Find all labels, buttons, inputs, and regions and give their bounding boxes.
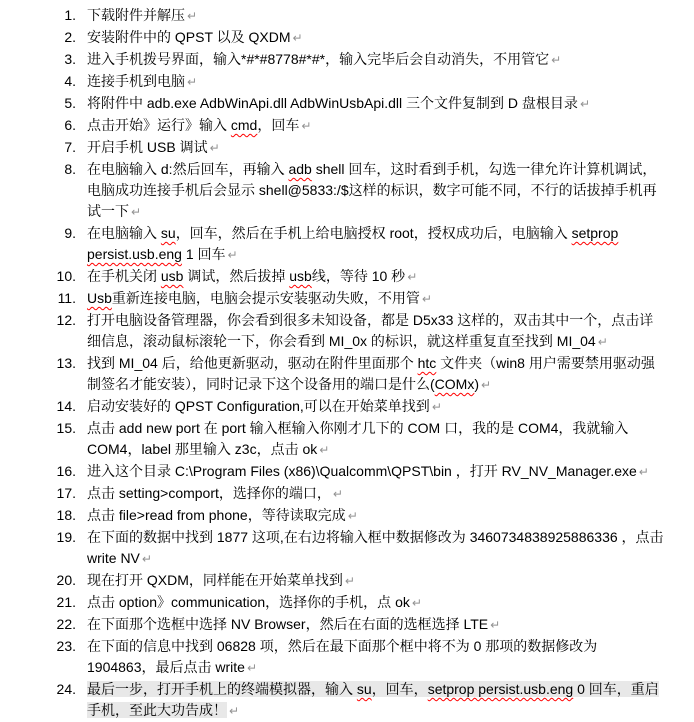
item-number: 23. [56,638,76,654]
item-number: 4. [64,73,76,89]
list-item[interactable] [46,159,668,223]
misspelled-text-run: setprop [571,225,619,241]
text-run: 连接手机到电脑 [87,73,185,89]
item-number: 17. [56,485,76,501]
list-item[interactable] [46,483,668,505]
paragraph-mark-icon: ↵ [411,596,422,610]
item-number: 24. [56,681,76,697]
text-run: 点击 file>read from phone，等待读取完成 [87,507,346,523]
item-number: 12. [56,312,76,328]
paragraph-mark-icon: ↵ [187,75,198,89]
item-number: 3. [64,51,76,67]
list-item[interactable] [46,27,668,49]
text-run: 进入手机拨号界面，输入*#*#8778#*#*，输入完毕后会自动消失，不用管它 [87,51,550,67]
text-run: ，回车， [371,681,428,697]
item-text [87,396,667,418]
list-item[interactable] [46,396,668,418]
list-item[interactable] [46,527,668,570]
numbered-list [46,5,668,722]
list-item[interactable] [46,71,668,93]
item-text [87,159,667,223]
list-item[interactable] [46,614,668,636]
misspelled-text-run: cmd [230,117,258,133]
item-text [87,93,667,115]
misspelled-text-run: htc [417,355,437,371]
misspelled-text-run: Usb [87,290,112,306]
text-run: 安装附件中的 QPST 以及 QXDM [87,29,291,45]
misspelled-text-run: adb [288,161,312,177]
item-text [87,310,667,353]
list-item[interactable] [46,93,668,115]
misspelled-text-run: su [356,681,372,697]
paragraph-mark-icon: ↵ [481,378,492,392]
misspelled-text-run: COMx [434,376,475,392]
list-item[interactable] [46,288,668,310]
item-number: 5. [64,95,76,111]
text-run: 在下面的信息中找到 06828 项，然后在最下面那个框中将不为 0 那项的数据修改为 1904863，最后点击 write [87,638,598,675]
paragraph-mark-icon: ↵ [597,335,608,349]
paragraph-mark-icon: ↵ [638,465,649,479]
item-number: 8. [64,161,76,177]
text-run: ) [474,376,480,392]
text-run: 在手机关闭 [87,268,161,284]
paragraph-mark-icon: ↵ [292,31,303,45]
paragraph-mark-icon: ↵ [332,487,343,501]
text-run: 在电脑输入 d:然后回车，再输入 [87,161,289,177]
item-number: 16. [56,463,76,479]
item-text [87,71,667,93]
list-item[interactable] [46,592,668,614]
item-text [87,570,667,592]
text-run: 打开电脑设备管理器，你会看到很多未知设备，都是 D5x33 这样的，双击其中一个，点击详细信息，滚动鼠标滚轮一下，你会看到 MI_0x 的标识，就这样重复直至找到 MI_04 [87,312,654,349]
misspelled-text-run: su [160,225,176,241]
text-run: 0 回车，重启手机，至此大功告成！ [87,681,659,718]
paragraph-mark-icon: ↵ [347,509,358,523]
item-text [87,483,667,505]
item-number: 9. [64,225,76,241]
list-item[interactable] [46,636,668,679]
item-text [87,461,667,483]
text-run: 重新连接电脑，电脑会提示安装驱动失败，不用管 [111,290,420,306]
item-text [87,505,667,527]
item-text [87,418,667,461]
text-run: 启动安装好的 QPST Configuration,可以在开始菜单找到 [87,398,430,414]
item-number: 1. [64,7,76,23]
item-text [87,288,667,310]
paragraph-mark-icon: ↵ [421,292,432,306]
paragraph-mark-icon: ↵ [579,97,590,111]
text-run: 文件夹（win8 用户需要禁用驱动强制签名才能安装），同时记录下这个设备用的端口是什么( [87,355,655,392]
paragraph-mark-icon: ↵ [229,704,240,718]
item-text [87,266,667,288]
item-text [87,115,667,137]
item-number: 13. [56,355,76,371]
list-item[interactable] [46,418,668,461]
item-text [87,223,667,266]
list-item[interactable] [46,570,668,592]
misspelled-text-run: setprop persist.usb.eng [427,681,574,697]
item-number: 15. [56,420,76,436]
misspelled-text-run: usb [289,268,312,284]
text-run: 找到 MI_04 后，给他更新驱动，驱动在附件里面那个 [87,355,418,371]
list-item[interactable] [46,137,668,159]
item-text [87,27,667,49]
list-item[interactable] [46,505,668,527]
item-text [87,137,667,159]
text-run: 线，等待 10 秒 [311,268,406,284]
list-item[interactable] [46,115,668,137]
item-text [87,592,667,614]
item-number: 2. [64,29,76,45]
text-run: 现在打开 QXDM，同样能在开始菜单找到 [87,572,343,588]
item-text [87,527,667,570]
item-number: 11. [57,290,76,306]
paragraph-mark-icon: ↵ [407,270,418,284]
item-text [87,5,667,27]
item-text [87,614,667,636]
paragraph-mark-icon: ↵ [187,9,198,23]
item-number: 7. [64,139,76,155]
text-run: 点击 setting>comport，选择你的端口， [87,485,331,501]
misspelled-text-run: persist.usb.eng [87,246,182,262]
text-run: 点击 add new port 在 port 输入框输入你刚才几下的 COM 口，我的是 COM4，我就输入 COM4，label 那里输入 z3c，点击 ok [87,420,629,457]
item-number: 6. [64,117,76,133]
text-run: 将附件中 adb.exe AdbWinApi.dll AdbWinUsbApi.dll 三个文件复制到 D 盘根目录 [87,95,578,111]
item-text [87,49,667,71]
paragraph-mark-icon: ↵ [431,400,442,414]
text-run: shell 回车，这时看到手机，勾选一律允许计算机调试，电脑成功连接手机后会显示 shell@5833:/$这样的标识，数字可能不同，不行的话拔掉手机再试一下 [87,161,657,219]
misspelled-text-run: usb [160,268,184,284]
text-run: 在下面的数据中找到 1877 这项,在右边将输入框中数据修改为 3460734838925886336 ，点击 write NV [87,529,664,566]
text-run: 最后一步，打开手机上的终端模拟器，输入 [87,681,357,697]
text-run: ，回车 [257,117,300,133]
paragraph-mark-icon: ↵ [301,119,312,133]
paragraph-mark-icon: ↵ [246,661,258,675]
list-item[interactable] [46,353,668,396]
item-number: 22. [56,616,76,632]
text-run: 点击开始》运行》输入 [87,117,231,133]
text-run: 开启手机 USB 调试 [87,139,208,155]
paragraph-mark-icon: ↵ [141,552,152,566]
item-number: 20. [56,572,76,588]
paragraph-mark-icon: ↵ [209,141,220,155]
item-number: 21. [56,594,76,610]
text-run: 1 回车 [181,246,226,262]
item-number: 10. [56,268,76,284]
paragraph-mark-icon: ↵ [551,53,562,67]
item-number: 19. [56,529,76,545]
paragraph-mark-icon: ↵ [344,574,355,588]
list-item[interactable] [46,223,668,266]
list-item[interactable] [46,310,668,353]
list-item[interactable] [46,266,668,288]
text-run: 进入这个目录 C:\Program Files (x86)\Qualcomm\QPST\bin ，打开 RV_NV_Manager.exe [87,463,637,479]
text-run: 在下面那个选框中选择 NV Browser，然后在右面的选框选择 LTE [87,616,489,632]
list-item[interactable] [46,5,668,27]
text-run: 点击 option》communication，选择你的手机，点 ok [87,594,410,610]
text-run: 在电脑输入 [87,225,161,241]
item-text [87,636,667,679]
item-number: 18. [56,507,76,523]
text-run: 调试，然后拔掉 [183,268,290,284]
item-text [87,353,667,396]
text-run: ，回车，然后在手机上给电脑授权 root，授权成功后，电脑输入 [175,225,572,241]
paragraph-mark-icon: ↵ [319,443,330,457]
paragraph-mark-icon: ↵ [490,618,501,632]
list-item[interactable] [46,461,668,483]
paragraph-mark-icon: ↵ [131,205,142,219]
text-run: 下载附件并解压 [87,7,185,23]
paragraph-mark-icon: ↵ [227,248,238,262]
item-number: 14. [56,398,76,414]
list-item[interactable] [46,49,668,71]
